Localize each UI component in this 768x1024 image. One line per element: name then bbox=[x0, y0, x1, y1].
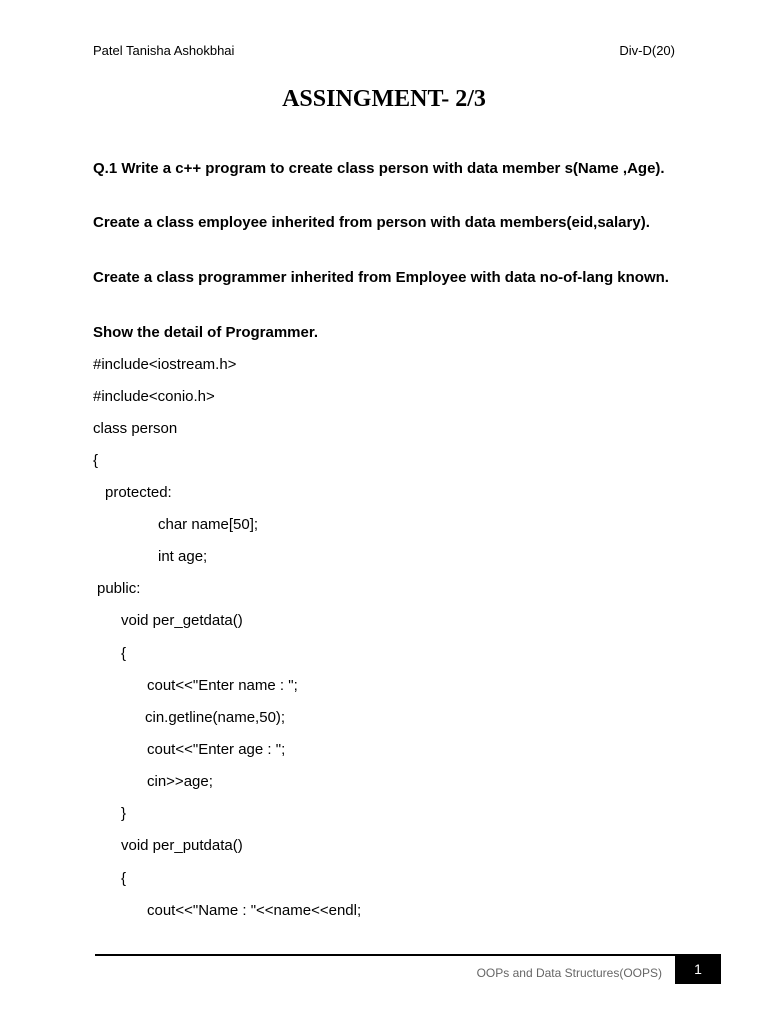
code-line: cout<<"Enter name : "; bbox=[147, 677, 298, 694]
code-line: protected: bbox=[105, 484, 172, 501]
code-line: cout<<"Name : "<<name<<endl; bbox=[147, 902, 362, 919]
code-line: cout<<"Enter age : "; bbox=[147, 741, 286, 758]
code-line: cin.getline(name,50); bbox=[145, 709, 286, 726]
page-number: 1 bbox=[675, 955, 721, 984]
code-line: public: bbox=[97, 580, 141, 597]
header-division: Div-D(20) bbox=[619, 43, 675, 58]
footer-course: OOPs and Data Structures(OOPS) bbox=[476, 966, 662, 980]
code-line: #include<conio.h> bbox=[93, 388, 215, 405]
code-line: cin>>age; bbox=[147, 773, 213, 790]
code-line: { bbox=[121, 870, 127, 887]
question-line-1: Q.1 Write a c++ program to create class person with data member s(Name ,Age). bbox=[93, 160, 665, 177]
code-line: void per_putdata() bbox=[121, 837, 243, 854]
page-title: ASSINGMENT- 2/3 bbox=[282, 86, 486, 112]
code-line: #include<iostream.h> bbox=[93, 356, 237, 373]
question-line-4: Show the detail of Programmer. bbox=[93, 324, 319, 341]
code-line: void per_getdata() bbox=[121, 612, 243, 629]
code-line: { bbox=[93, 452, 99, 469]
code-line: class person bbox=[93, 420, 178, 437]
code-line: { bbox=[121, 645, 127, 662]
code-line: char name[50]; bbox=[158, 516, 259, 533]
code-line: int age; bbox=[158, 548, 208, 565]
header-author: Patel Tanisha Ashokbhai bbox=[93, 43, 235, 58]
footer-divider bbox=[95, 954, 721, 956]
question-line-3: Create a class programmer inherited from Employee with data no-of-lang known. bbox=[93, 269, 669, 286]
question-line-2: Create a class employee inherited from person with data members(eid,salary). bbox=[93, 214, 650, 231]
code-line: } bbox=[121, 805, 127, 822]
